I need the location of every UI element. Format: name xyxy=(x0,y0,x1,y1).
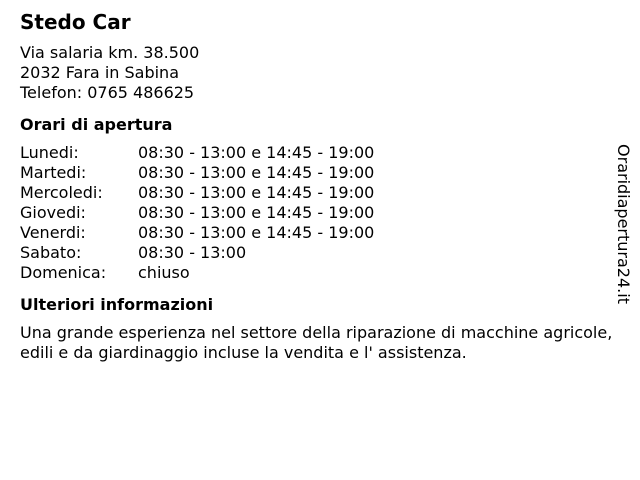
address-street: Via salaria km. 38.500 xyxy=(20,43,200,62)
site-brand-vertical xyxy=(612,134,634,314)
business-card xyxy=(20,10,620,363)
day-hours: 08:30 - 13:00 e 14:45 - 19:00 xyxy=(138,143,375,162)
more-info-text: Una grande esperienza nel settore della riparazione di macchine agricole, edili e da giardinaggio incluse la vendita e l' assistenza. xyxy=(20,323,613,362)
day-hours: chiuso xyxy=(138,263,190,282)
hours-row-wednesday xyxy=(20,183,620,203)
day-hours: 08:30 - 13:00 e 14:45 - 19:00 xyxy=(138,223,375,242)
business-name: Stedo Car xyxy=(20,10,131,34)
day-hours: 08:30 - 13:00 xyxy=(138,243,247,262)
site-name: Oraridiapertura24.it xyxy=(614,144,634,304)
day-hours: 08:30 - 13:00 e 14:45 - 19:00 xyxy=(138,163,375,182)
day-label: Mercoledi: xyxy=(20,183,103,202)
day-label: Domenica: xyxy=(20,263,107,282)
hours-row-monday xyxy=(20,143,620,163)
day-label: Martedi: xyxy=(20,163,87,182)
hours-row-friday xyxy=(20,223,620,243)
hours-row-tuesday xyxy=(20,163,620,183)
hours-row-sunday xyxy=(20,263,620,283)
day-label: Venerdi: xyxy=(20,223,86,242)
day-label: Giovedi: xyxy=(20,203,86,222)
hours-row-thursday xyxy=(20,203,620,223)
day-label: Lunedi: xyxy=(20,143,79,162)
day-hours: 08:30 - 13:00 e 14:45 - 19:00 xyxy=(138,183,375,202)
day-label: Sabato: xyxy=(20,243,82,262)
address-block xyxy=(20,43,620,103)
phone-number: Telefon: 0765 486625 xyxy=(20,83,195,102)
opening-hours-list xyxy=(20,143,620,283)
day-hours: 08:30 - 13:00 e 14:45 - 19:00 xyxy=(138,203,375,222)
address-city: 2032 Fara in Sabina xyxy=(20,63,179,82)
more-info-heading: Ulteriori informazioni xyxy=(20,295,214,314)
hours-row-saturday xyxy=(20,243,620,263)
opening-hours-heading: Orari di apertura xyxy=(20,115,173,134)
